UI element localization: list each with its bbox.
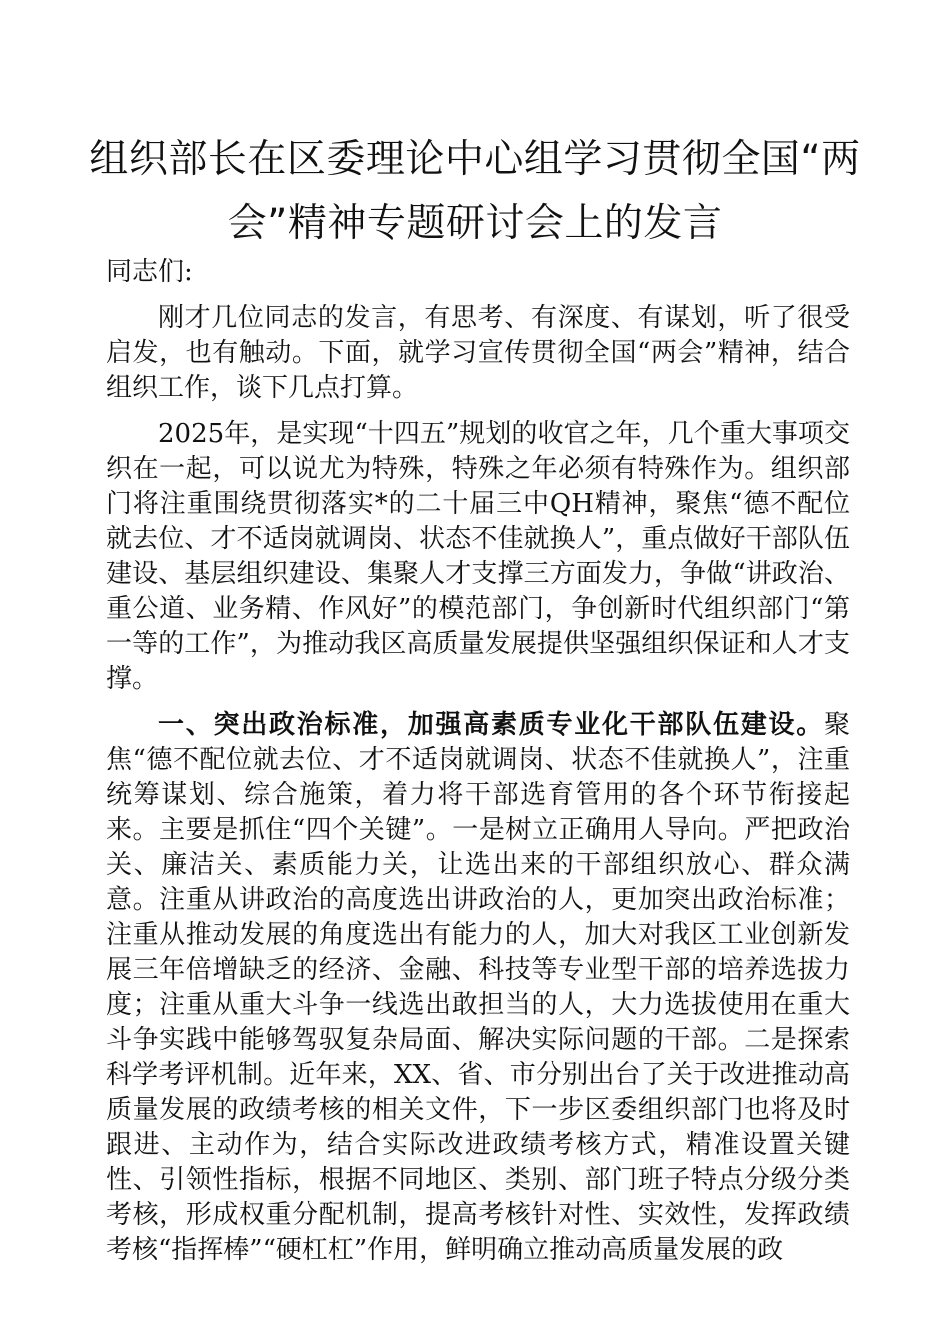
- title-line-2: 会”精神专题研讨会上的发言: [227, 201, 723, 246]
- paragraph-overview: 2025年，是实现“十四五”规划的收官之年，几个重大事项交织在一起，可以说尤为特殊，特殊之年必须有特殊作为。组织部门将注重围绕贯彻落实*的二十届三中QH精神，聚焦“德不配位就去位、才不适岗就调岗、状态不佳就换人”，重点做好干部队伍建设、基层组织建设、集聚人才支撑三方面发力，争做“讲政治、重公道、业务精、作风好”的模范部门，争创新时代组织部门“第一等的工作”，为推动我区高质量发展提供坚强组织保证和人才支撑。: [106, 419, 850, 694]
- document-title: [80, 128, 870, 256]
- document-body: [106, 255, 850, 1279]
- section-1-body: 聚焦“德不配位就去位、才不适岗就调岗、状态不佳就换人”，注重统筹谋划、综合施策，着力将干部选育管用的各个环节衔接起来。主要是抓住“四个关键”。一是树立正确用人导向。严把政治关、廉洁关、素质能力关，让选出来的干部组织放心、群众满意。注重从讲政治的高度选出讲政治的人，更加突出政治标准；注重从推动发展的角度选出有能力的人，加大对我区工业创新发展三年倍增缺乏的经济、金融、科技等专业型干部的培养选拔力度；注重从重大斗争一线选出敢担当的人，大力选拔使用在重大斗争实践中能够驾驭复杂局面、解决实际问题的干部。二是探索科学考评机制。近年来，XX、省、市分别出台了关于改进推动高质量发展的政绩考核的相关文件，下一步区委组织部门也将及时跟进、主动作为，结合实际改进政绩考核方式，精准设置关键性、引领性指标，根据不同地区、类别、部门班子特点分级分类考核，形成权重分配机制，提高考核针对性、实效性，发挥政绩考核“指挥棒”“硬杠杠”作用，鲜明确立推动高质量发展的政: [106, 710, 850, 1265]
- salutation: 同志们:: [106, 257, 193, 287]
- title-line-1: 组织部长在区委理论中心组学习贯彻全国“两: [89, 137, 861, 182]
- section-1-heading: 一、突出政治标准，加强高素质专业化干部队伍建设。: [158, 710, 824, 740]
- paragraph-opening: 刚才几位同志的发言，有思考、有深度、有谋划，听了很受启发，也有触动。下面，就学习宣传贯彻全国“两会”精神，结合组织工作，谈下几点打算。: [106, 303, 850, 403]
- section-1-paragraph: [106, 708, 850, 1268]
